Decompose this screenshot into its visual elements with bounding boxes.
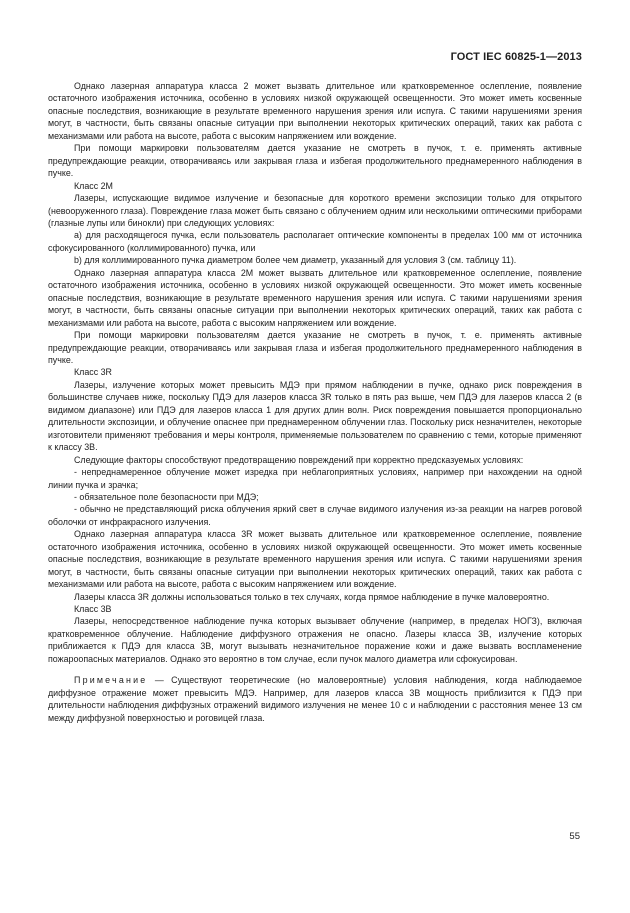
paragraph: Однако лазерная аппаратура класса 2 может вызвать длительное или кратковременное ослепление, появление остаточного изображения источника, особенно в условиях низкой окружающей освещенности. Это может иметь косвенные опасные последствия, возникающие в результате временного нарушения зрения или испуга. С такими нарушениями зрения могут, в частности, быть связаны опасные ситуации при выполнении некоторых критических операций, таких как работа с механизмами или работа на высоте, работа с высоким напряжением или вождение. [48, 81, 582, 141]
note [48, 674, 582, 724]
paragraph: Лазеры, излучение которых может превысить МДЭ при прямом наблюдении в пучке, однако риск повреждения в большинстве случаев ниже, поскольку ПДЭ для лазеров класса 3R только в пять раз выше, чем ПДЭ для лазеров класса 2 (в видимом диапазоне) или ПДЭ для лазеров класса 1 для других длин волн. Риск повреждения повышается пропорционально длительности экспозиции, и облучение опаснее при преднамеренном облучении глаз. Поскольку риск незначителен, некоторые изготовители применяют требования и меры контроля, применяемые пользователем по сравнению с теми, которые применяют к классу 3В. [48, 379, 582, 453]
paragraph: Однако лазерная аппаратура класса 3R может вызвать длительное или кратковременное ослепление, появление остаточного изображения источника, особенно в условиях низкой окружающей освещенности. Это может иметь косвенные опасные последствия, возникающие в результате временного нарушения зрения или испуга. С такими нарушениями зрения могут, в частности, быть связаны опасные ситуации при выполнении некоторых критических операций, таких как работа с механизмами или работа на высоте, работа с высоким напряжением или вождение. [48, 529, 582, 590]
document-body [48, 80, 582, 724]
paragraph: При помощи маркировки пользователям дается указание не смотреть в пучок, т. е. применять активные предупреждающие реакции, отворачиваясь или закрывая глаза и избегая продолжительного преднамеренного наблюдения в пучке. [48, 330, 582, 365]
list-item: b) для коллимированного пучка диаметром более чем диаметр, указанный для условия 3 (см. таблицу 11). [74, 255, 517, 266]
note-text: — Существуют теоретические (но маловероятные) условия наблюдения, когда наблюдаемое диффузное отражение может превысить МДЭ. Например, для лазеров класса 3В мощность приблизится к ПДЭ при длительности наблюдения диффузных отражений видимого излучения не менее 10 с и наблюдении с расстояния менее 13 см между диффузной поверхностью и роговицей глаза. [48, 675, 582, 723]
section-heading: Класс 2М [74, 180, 113, 191]
paragraph: Лазеры, испускающие видимое излучение и безопасные для короткого времени экспозиции только для открытого (невооруженного глаза). Повреждение глаза может быть связано с облучением одним или несколькими оптическими приборами (глазные лупы или бинокли) при следующих условиях: [48, 193, 582, 228]
note-label: Примечание [74, 675, 148, 686]
paragraph: Лазеры, непосредственное наблюдение пучка которых вызывает облучение (например, в пределах НОГЗ), включая кратковременное облучение. Наблюдение диффузного отражения не опасно. Лазеры класса 3В, излучение которых приближается к ПДЭ для класса 3В, могут вызывать незначительное поражение кожи и даже вызвать воспламенение пожароопасных материалов. Однако это вероятно в том случае, если пучок малого диаметра или сфокусирован. [48, 616, 582, 664]
list-item: - обычно не представляющий риска облучения яркий свет в случае видимого излучения из-за реакции на нагрев роговой оболочки от инфракрасного излучения. [48, 504, 582, 527]
section-heading: Класс 3В [74, 604, 112, 615]
paragraph: При помощи маркировки пользователям дается указание не смотреть в пучок, т. е. применять активные предупреждающие реакции, отворачиваясь или закрывая глаза и избегая продолжительного преднамеренного наблюдения в пучке. [48, 143, 582, 179]
paragraph: Лазеры класса 3R должны использоваться только в тех случаях, когда прямое наблюдение в пучке маловероятно. [74, 591, 550, 602]
list-item: - непреднамеренное облучение может изредка при неблагоприятных условиях, например при нахождении на одной линии пучка и зрачка; [48, 467, 582, 490]
page-number: 55 [569, 831, 580, 842]
paragraph: Однако лазерная аппаратура класса 2М может вызвать длительное или кратковременное ослепление, появление остаточного изображения источника, особенно в условиях низкой окружающей освещенности. Это может иметь косвенные опасные последствия, возникающие в результате временного нарушения зрения или испуга. С такими нарушениями зрения могут, в частности, быть связаны опасные ситуации при выполнении некоторых критических операций, таких как работа с механизмами или работа на высоте, работа с высоким напряжением или вождение. [48, 267, 582, 328]
section-heading: Класс 3R [74, 367, 112, 378]
list-item: - обязательное поле безопасности при МДЭ; [74, 491, 259, 502]
paragraph: Следующие факторы способствуют предотвращению повреждений при корректно предсказуемых условиях: [74, 454, 524, 465]
standard-header: ГОСТ IEC 60825-1—2013 [450, 51, 582, 63]
list-item: a) для расходящегося пучка, если пользователь располагает оптические компоненты в пределах 100 мм от источника сфокусированного (коллимированного) пучка, или [48, 230, 582, 253]
